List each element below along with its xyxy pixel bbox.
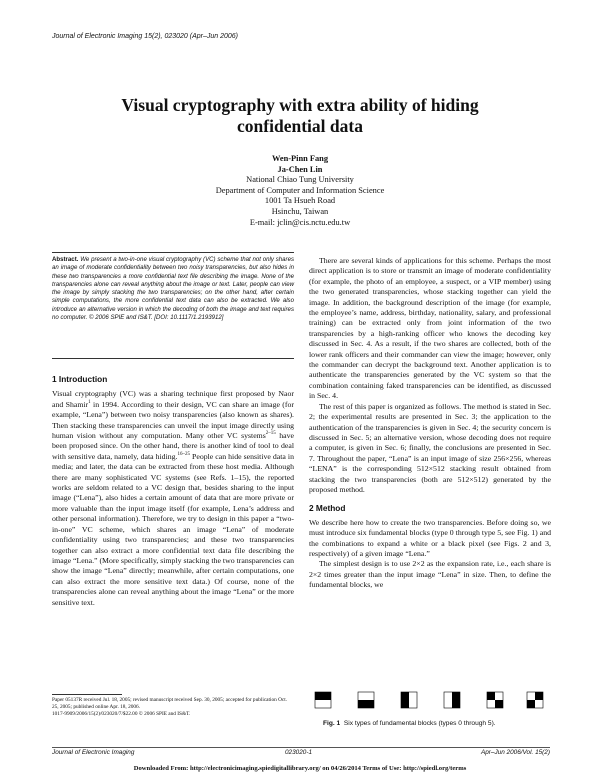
citation-ref: 2–15 [265, 431, 276, 437]
affiliation-line: Hsinchu, Taiwan [271, 206, 329, 216]
author-email: E-mail: jclin@cis.nctu.edu.tw [249, 217, 351, 227]
title-line-1: Visual cryptography with extra ability of hiding [121, 95, 479, 115]
abstract-label: Abstract. [52, 256, 79, 263]
right-column-text [309, 256, 551, 591]
block-type-0 [315, 692, 331, 708]
footnote-copyright: 1017-9909/2006/15(2)/023020/7/$22.00 © 2006 SPIE and IS&T. [52, 711, 191, 718]
block-type-3 [444, 692, 460, 708]
figure-label: Fig. 1 [323, 720, 341, 727]
body-paragraph: There are several kinds of applications for this scheme. Perhaps the most direct application is to store or transmit an image of moderate confidentiality (for example, the photo of an employee, a suspect, or a VIP member) using the two generated transparencies, whose stacking together can yield the image. In addition, the background description of the image (for example, the employee’s name, address, birthday, nationality, salary, and professional training) can be extracted only from joint information of the two transparencies by a high-ranking officer who knows the decoding key discussed in Sec. 4. As a result, if the two shares are collected, both of the lower rank officers and their commander can view the image; however, only the commander can decrypt the background text. Another application is to authenticate the transparencies generated by the VC system so that the combination containing faked transparencies can be identified, as discussed in Sec. 4. [309, 256, 551, 401]
footnote-received: Paper 05137R received Jul. 18, 2005; revised manuscript received Sep. 30, 2005; accepted for publication Oct. 25, 2005; published online Apr. 18, 2006. [52, 697, 288, 711]
intro-paragraph: Visual cryptography (VC) was a sharing technique first proposed by Naor and Shamir$^1$ in 1994. According to their design, VC can share an image (for example, “Lena”) between two noisy transparencies (also known as shares). Then stacking these transparencies can unveil the input image directly using human vision without any computation. Many other VC systems$^{2-15}$ have been proposed since. On the other hand, there is another kind of tool to deal with sensitive data, namely, data hiding.$^{16-25}$ People can hide sensitive data in media; and later, the data can be extracted from these host media. Although there are many sophisticated VC systems (see Refs. 1–15), the reported works are seldom related to a VC design that, besides sharing to the input image (“Lena”), also hides a certain amount of data that are more private or more valuable than the input image itself (for example, Lena’s address and other personal information). Therefore, we try to design in this paper a “two-in-one” VC scheme, which shares an image “Lena” of moderate confidentiality using two transparencies; and these two transparencies together can also extract a more confidential text data file describing the image “Lena.” (More specifically, simply stacking the two transparencies can show the image “Lena” directly; meanwhile, after certain computations, one can also extract the more sensitive text data.) Of course, none of the transparencies alone can reveal anything about the image “Lena” or the more sensitive text. [52, 389, 295, 607]
body-paragraph: We describe here how to create the two transparencies. Before doing so, we must introduce six fundamental blocks (type 0 through type 5, see Fig. 1) and the combinations to expand a white or a black pixel (see Figs. 2 and 3, respectively) of a given image “Lena.” [309, 517, 551, 558]
title-line-2: confidential data [237, 116, 363, 136]
footnote-rule [52, 694, 122, 695]
footer-rule [52, 747, 550, 748]
block-type-4 [487, 692, 503, 708]
body-paragraph: The rest of this paper is organized as follows. The method is stated in Sec. 2; the experimental results are presented in Sec. 3; the application to the authentication of the transparencies is given in Sec. 4; the security concern is discussed in Sec. 5; an alternative version, whose decoding does not require a computer, is given in Sec. 6; finally, the conclusions are presented in Sec. 7. Throughout the paper, “Lena” is an input image of size 256×256, whereas “LENA” is the corresponding 512×512 stacking result obtained from stacking the two transparencies (both are 512×512) generated by the proposed method. [309, 401, 551, 494]
affiliation-line: 1001 Ta Hsueh Road [264, 196, 336, 206]
abstract-top-rule [52, 252, 294, 253]
paper-title [60, 95, 540, 137]
footer-issue: Apr–Jun 2006/Vol. 15(2) [480, 749, 550, 756]
introduction-section [52, 374, 294, 608]
block-type-5 [527, 692, 543, 708]
citation-ref: 1 [88, 399, 91, 405]
figure-caption-text: Six types of fundamental blocks (types 0 through 5). [343, 720, 496, 727]
author-block [150, 154, 450, 228]
abstract-text: We present a two-in-one visual cryptography (VC) scheme that not only shares an image of moderate confidentiality between two noisy transparencies, but also hides in these two transparencies a more confidential text file describing the image. None of the transparencies alone can reveal anything about the image or text. Later, people can view the image by simply stacking the two transparencies; on the other hand, after certain simple computations, the more confidential text data can also be extracted. We also introduce an alternative version in which the decoding of both the image and text requires no computer. © 2006 SPIE and IS&T. [DOI: 10.1117/1.2193912] [52, 256, 294, 322]
affiliation-line: Department of Computer and Information Science [215, 185, 385, 195]
block-type-1 [358, 692, 374, 708]
footnote [52, 697, 294, 719]
figure-caption [323, 720, 496, 727]
abstract-bottom-rule [52, 358, 294, 359]
citation-ref: 16–25 [177, 451, 190, 457]
section-heading-method: 2 Method [309, 503, 346, 514]
author-name-1: Wen-Pinn Fang [271, 154, 329, 163]
footer-page-number: 023020-1 [285, 749, 313, 756]
footer-journal: Journal of Electronic Imaging [52, 749, 135, 756]
section-heading-introduction: 1 Introduction [52, 374, 108, 384]
abstract [52, 256, 294, 322]
fundamental-blocks-figure [313, 690, 545, 712]
body-paragraph: The simplest design is to use 2×2 as the expansion rate, i.e., each share is 2×2 times greater than the input image “Lena” in size. Then, to define the fundamental blocks, we [309, 559, 551, 590]
running-head: Journal of Electronic Imaging 15(2), 023020 (Apr–Jun 2006) [52, 33, 238, 40]
author-name-2: Ja-Chen Lin [277, 164, 323, 174]
affiliation-line: National Chiao Tung University [246, 175, 354, 185]
block-type-2 [401, 692, 417, 708]
download-notice: Downloaded From: http://electronicimaging.spiedigitallibrary.org/ on 04/26/2014 Terms of Use: http://spiedl.org/terms [133, 765, 467, 772]
